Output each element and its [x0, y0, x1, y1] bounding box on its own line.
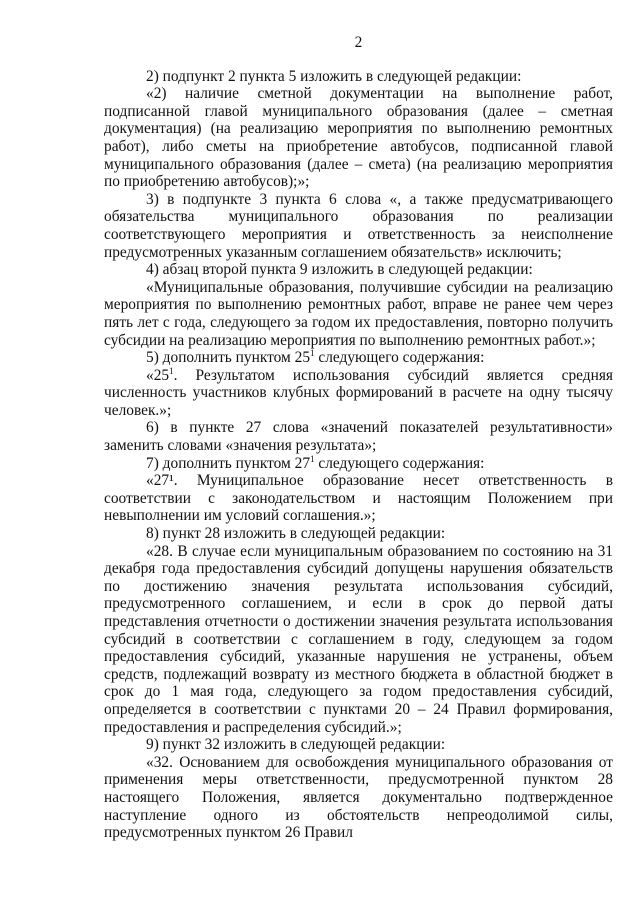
page-number: 2	[354, 34, 363, 51]
document-page	[104, 34, 613, 842]
paragraph-5: «Муниципальные образования, получившие субсидии на реализацию мероприятия по выполнению ремонтных работ, вправе не ранее чем через пять лет с года, следующего за годом их предоставления, повторно получить субсидии на реализацию мероприятия по выполнению ремонтных работ.»;	[104, 278, 613, 349]
paragraph-9	[104, 455, 613, 473]
paragraph-9-text-b: следующего содержания:	[314, 454, 485, 472]
paragraph-12: «28. В случае если муниципальным образованием по состоянию на 31 декабря года предоставления субсидий допущены нарушения обязательств по достижению значения результата использования субсидий, предусмотренного соглашением, и если в срок до первой даты представления отчетности о достижении значения результата использования субсидий в соответствии с соглашением в году, следующем за годом предоставления субсидий, указанные нарушения не устранены, объем средств, подлежащий возврату из местного бюджета в областной бюджет в срок до 1 мая года, следующего за годом предоставления субсидий, определяется в соответствии с пунктами 20 – 24 Правил формирования, предоставления и распределения субсидий.»;	[104, 542, 613, 736]
paragraph-10: «27¹. Муниципальное образование несет ответственность в соответствии с законодательством и настоящим Положением при невыполнении им условий соглашения.»;	[104, 472, 613, 525]
paragraph-7-text-a: «25	[146, 366, 170, 384]
paragraph-3: 3) в подпункте 3 пункта 6 слова «, а также предусматривающего обязательства муниципального образования по реализации соответствующего мероприятия и ответственность за неисполнение предусмотренных указанным соглашением обязательств» исключить;	[104, 190, 613, 261]
paragraph-2: «2) наличие сметной документации на выполнение работ, подписанной главой муниципального образования (далее – сметная документация) (на реализацию мероприятия по выполнению ремонтных работ), либо сметы на приобретение автобусов, подписанной главой муниципального образования (далее – смета) (на реализацию мероприятия по приобретению автобусов);»;	[104, 85, 613, 191]
paragraph-9-text-a: 7) дополнить пунктом 27	[146, 454, 311, 472]
paragraph-1: 2) подпункт 2 пункта 5 изложить в следующей редакции:	[146, 67, 522, 85]
paragraph-7-superscript: 1	[169, 365, 174, 376]
paragraph-7-text-b: . Результатом использования субсидий является средняя численность участников клубных формирований в расчете на одну тысячу человек.»;	[104, 366, 613, 419]
paragraph-6	[104, 349, 613, 367]
paragraph-6-text-a: 5) дополнить пунктом 25	[146, 349, 311, 367]
paragraph-9-superscript: 1	[310, 453, 315, 464]
paragraph-6-text-b: следующего содержания:	[314, 349, 485, 367]
paragraph-14: «32. Основанием для освобождения муниципального образования от применения меры ответственности, предусмотренной пунктом 28 настоящего Положения, является документально подтвержденное наступление одного из обстоятельств непреодолимой силы, предусмотренных пунктом 26 Правил	[104, 753, 613, 842]
paragraph-11: 8) пункт 28 изложить в следующей редакции:	[146, 525, 446, 543]
paragraph-8: 6) в пункте 27 слова «значений показателей результативности» заменить словами «значения результата»;	[104, 419, 613, 455]
paragraph-7	[104, 367, 613, 420]
paragraph-4: 4) абзац второй пункта 9 изложить в следующей редакции:	[146, 261, 533, 279]
paragraph-6-superscript: 1	[310, 348, 315, 359]
paragraph-13: 9) пункт 32 изложить в следующей редакции:	[146, 736, 446, 754]
